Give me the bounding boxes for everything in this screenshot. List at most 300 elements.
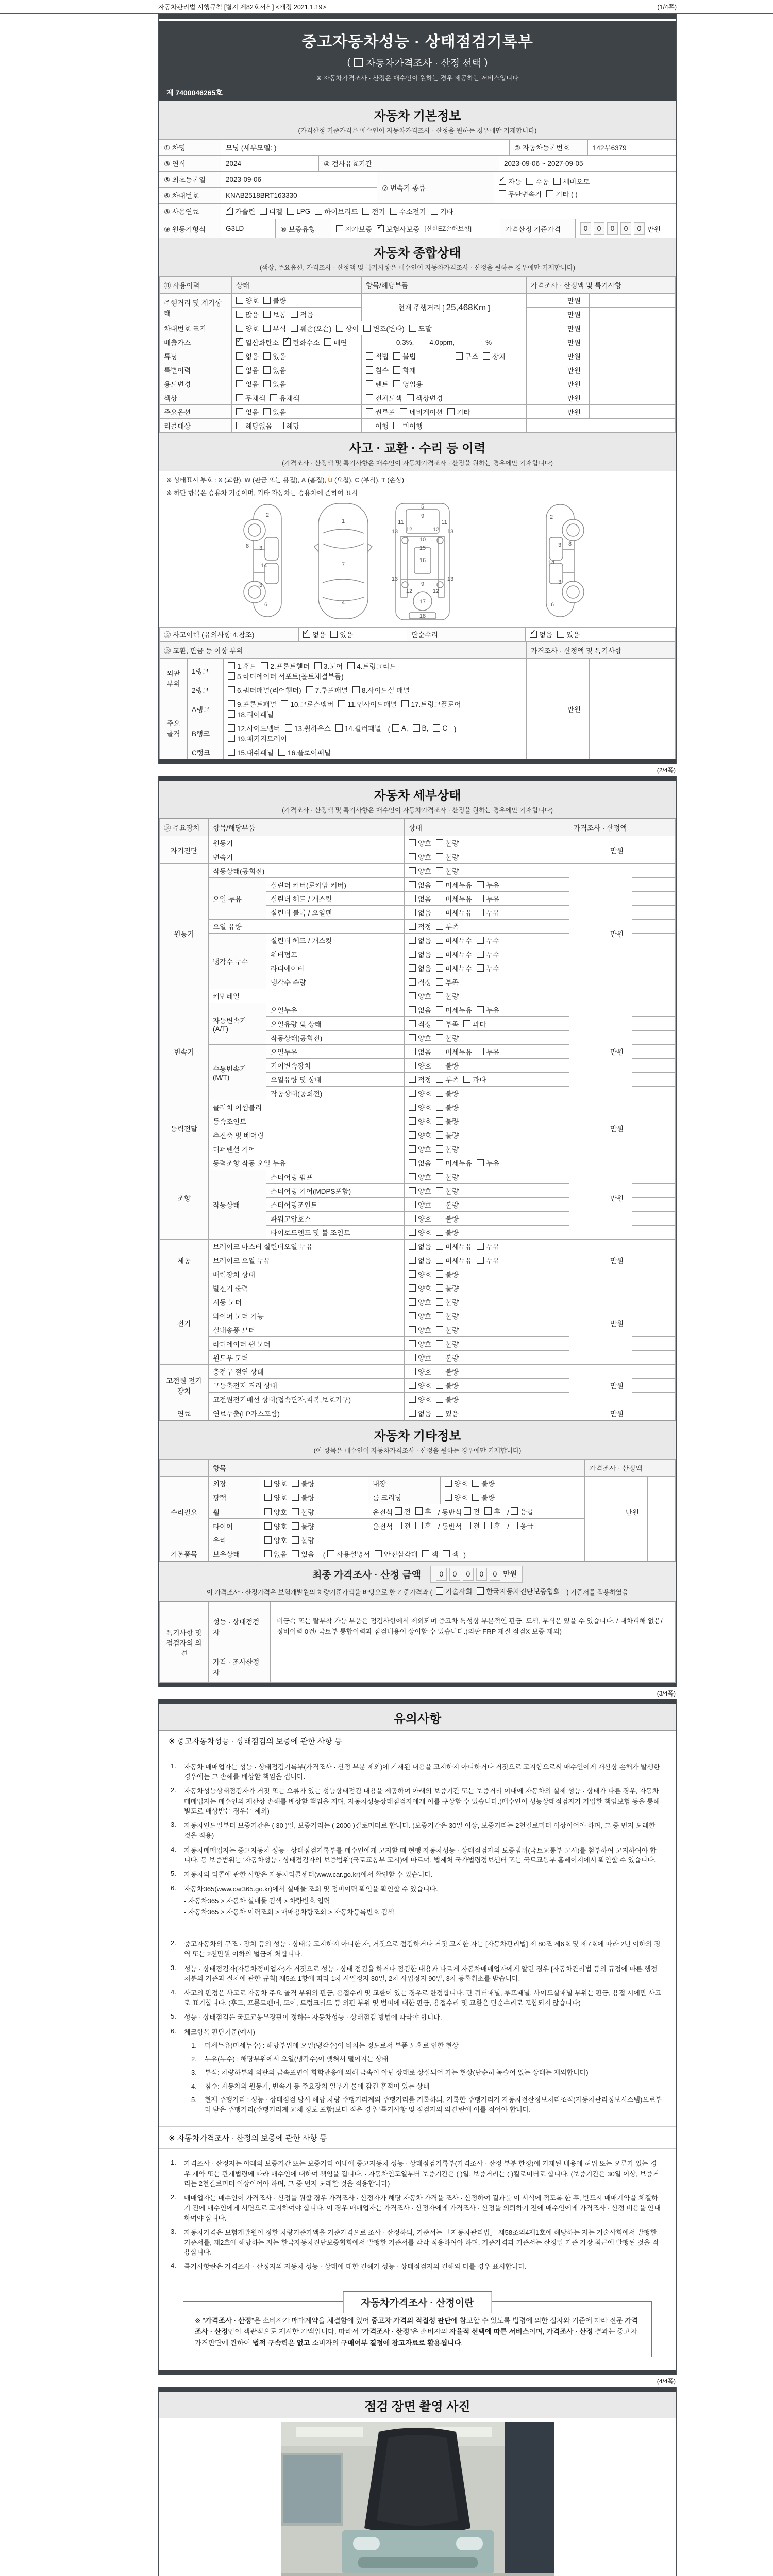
item-cell: 스티어링 기어(MDPS포함): [266, 1184, 405, 1198]
checkbox-불량[interactable]: 불량: [436, 991, 459, 1001]
checkbox-있음[interactable]: 있음: [263, 406, 286, 417]
checkbox-양호[interactable]: 양호: [264, 1521, 287, 1531]
note-cell[interactable]: [632, 1003, 676, 1017]
note-cell[interactable]: [632, 1031, 676, 1045]
checkbox-누유[interactable]: 누유: [477, 1158, 499, 1168]
checkbox-19-패키지트레이[interactable]: 19.패키지트레이: [228, 733, 287, 743]
checkbox-기타[interactable]: 기타 ( ): [546, 189, 578, 199]
checkbox-15-대쉬패널[interactable]: 15.대쉬패널: [228, 747, 274, 757]
checkbox-17-트렁크플로어[interactable]: 17.트렁크플로어: [401, 699, 461, 709]
checkbox-전[interactable]: 전: [395, 1506, 411, 1516]
checkbox-적정[interactable]: 적정: [409, 1019, 431, 1029]
note-cell[interactable]: [632, 1184, 676, 1198]
checkbox-양호[interactable]: 양호: [409, 991, 431, 1001]
checkbox-적정[interactable]: 적정: [409, 921, 431, 931]
checkbox-전[interactable]: 전: [464, 1506, 480, 1516]
checkbox-양호[interactable]: 양호: [409, 1338, 431, 1349]
group-price: 만원: [569, 836, 632, 864]
checkbox-없음[interactable]: 없음: [409, 1005, 431, 1015]
checkbox-수소전기[interactable]: 수소전기: [390, 206, 426, 216]
checkbox-과다[interactable]: 과다: [463, 1074, 486, 1084]
note-cell[interactable]: [632, 920, 676, 934]
checkbox-양호[interactable]: 양호: [409, 1352, 431, 1363]
checkbox-불량[interactable]: 불량: [292, 1535, 314, 1545]
checkbox-없음[interactable]: ✓ 없음: [303, 629, 326, 639]
checkbox-화재[interactable]: 화재: [393, 365, 416, 375]
checkbox-누유[interactable]: 누유: [477, 879, 499, 890]
checkbox-불량[interactable]: 불량: [436, 1032, 459, 1043]
note-cell[interactable]: [632, 934, 676, 947]
checkbox-양호[interactable]: 양호: [409, 1394, 431, 1404]
checkbox-있음[interactable]: 있음: [436, 1408, 459, 1418]
checkbox-불량[interactable]: 불량: [436, 1352, 459, 1363]
item-cell: 오일 유량: [209, 920, 405, 934]
accident-history-label: ⑫ 사고이력 (유의사항 4.참조): [160, 628, 299, 641]
checkbox-적정[interactable]: 적정: [409, 977, 431, 987]
checkbox-구조[interactable]: 구조: [456, 351, 478, 361]
checkbox-불량[interactable]: 불량: [436, 1269, 459, 1279]
checkbox-양호[interactable]: 양호: [409, 1199, 431, 1210]
checkbox-양호[interactable]: 양호: [264, 1478, 287, 1488]
checkbox-후[interactable]: 후: [415, 1506, 431, 1516]
checkbox-부족[interactable]: 부족: [436, 977, 459, 987]
device-group-연료: 연료: [160, 1406, 209, 1420]
page-marker-2: (2/4쪽): [657, 767, 676, 774]
note-cell[interactable]: [632, 864, 676, 878]
checkbox-자동[interactable]: ✓ 자동: [499, 176, 522, 187]
state-cell: [405, 1003, 569, 1017]
base-price-value: 0 0 0 0 0 만원: [576, 219, 676, 238]
note-cell[interactable]: [632, 1351, 676, 1365]
checkbox-누유[interactable]: 누유: [477, 1046, 499, 1057]
checkbox-양호[interactable]: 양호: [236, 295, 259, 306]
checkbox-불량[interactable]: 불량: [436, 1227, 459, 1238]
checkbox-불량[interactable]: 불량: [436, 1102, 459, 1112]
price-digit: 0: [594, 222, 604, 235]
checkbox-불량[interactable]: 불량: [436, 1338, 459, 1349]
price-digit: 0: [463, 1568, 474, 1581]
checkbox-불량[interactable]: 불량: [292, 1506, 314, 1517]
checkbox-A[interactable]: A,: [392, 724, 408, 732]
checkbox-양호[interactable]: 양호: [409, 1032, 431, 1043]
basic-info-title: 자동차 기본정보: [374, 109, 461, 123]
checkbox-미세누유[interactable]: 미세누유: [436, 1158, 472, 1168]
checkbox-불량[interactable]: 불량: [436, 1144, 459, 1154]
checkbox-미이행[interactable]: 미이행: [393, 420, 423, 431]
checkbox-누유[interactable]: 누유: [477, 1241, 499, 1251]
checkbox-자가보증[interactable]: 자가보증: [336, 224, 372, 234]
checkbox-없음[interactable]: 없음: [236, 365, 259, 375]
checkbox-색상변경[interactable]: 색상변경: [407, 393, 443, 403]
state-cell: [405, 1128, 569, 1142]
checkbox-불량[interactable]: 불량: [436, 838, 459, 848]
checkbox-미세누유[interactable]: 미세누유: [436, 893, 472, 904]
diagram-panel-number: 11: [441, 519, 447, 526]
checkbox-누유[interactable]: 누유: [477, 907, 499, 918]
checkbox-불량[interactable]: 불량: [436, 1213, 459, 1224]
note-cell[interactable]: [590, 294, 676, 308]
checkbox-불량[interactable]: 불량: [436, 1185, 459, 1196]
checkbox-누유[interactable]: 누유: [477, 1255, 499, 1265]
checkbox-없음[interactable]: 없음: [409, 907, 431, 918]
checkbox-양호[interactable]: 양호: [409, 1297, 431, 1307]
checkbox-안전삼각대[interactable]: 안전삼각대: [375, 1549, 417, 1559]
checkbox-불량[interactable]: 불량: [436, 1116, 459, 1126]
checkbox-양호[interactable]: 양호: [409, 1172, 431, 1182]
state-cell: [405, 1073, 569, 1087]
checkbox-누수[interactable]: 누수: [477, 963, 499, 973]
note-cell[interactable]: [632, 1337, 676, 1351]
diagram-panel-number: 11: [398, 519, 404, 526]
checkbox-상이[interactable]: 상이: [336, 323, 359, 333]
checkbox-1-후드[interactable]: 1.후드: [228, 660, 256, 671]
checkbox-미세누유[interactable]: 미세누유: [436, 1255, 472, 1265]
checkbox-양호[interactable]: 양호: [409, 1227, 431, 1238]
checkbox-불량[interactable]: 불량: [436, 1130, 459, 1140]
checkbox-후[interactable]: 후: [415, 1520, 431, 1531]
checkbox-있음[interactable]: 있음: [557, 629, 580, 639]
note-cell[interactable]: [632, 1073, 676, 1087]
note-cell[interactable]: [632, 947, 676, 961]
checkbox-응급[interactable]: 응급: [511, 1506, 533, 1516]
opinion-table: [159, 1602, 676, 1683]
checkbox-불량[interactable]: 불량: [436, 1297, 459, 1307]
checkbox-무채색[interactable]: 무채색: [236, 393, 265, 403]
note-cell[interactable]: [632, 1059, 676, 1073]
diagram-panel-number: 15: [419, 545, 426, 551]
checkbox-보통[interactable]: 보통: [263, 309, 286, 319]
note-cell[interactable]: [632, 1100, 676, 1114]
checkbox-불량[interactable]: 불량: [436, 1199, 459, 1210]
checkbox-불량[interactable]: 불량: [292, 1521, 314, 1531]
checkbox-적정[interactable]: 적정: [409, 1074, 431, 1084]
state-cell: [405, 1281, 569, 1295]
checkbox-렌트[interactable]: 렌트: [366, 379, 389, 389]
checkbox-없음[interactable]: 없음: [236, 406, 259, 417]
mileage-value: 25,468Km: [446, 302, 486, 312]
checkbox-양호[interactable]: 양호: [409, 1283, 431, 1293]
checkbox-양호[interactable]: 양호: [409, 1213, 431, 1224]
checkbox-양호[interactable]: 양호: [409, 1060, 431, 1071]
checkbox-사용설명서[interactable]: 사용설명서: [327, 1549, 370, 1559]
checkbox-불량[interactable]: 불량: [472, 1492, 495, 1502]
checkbox-없음[interactable]: 없음: [409, 1255, 431, 1265]
checkbox-불량[interactable]: 불량: [436, 1366, 459, 1377]
checkbox-10-크로스멤버[interactable]: 10.크로스멤버: [281, 699, 333, 709]
checkbox-불량[interactable]: 불량: [436, 1311, 459, 1321]
checkbox-양호[interactable]: 양호: [409, 1325, 431, 1335]
note-cell[interactable]: [632, 1309, 676, 1323]
checkbox-응급[interactable]: 응급: [511, 1520, 533, 1531]
checkbox-불량[interactable]: 불량: [436, 1060, 459, 1071]
checkbox-없음[interactable]: 없음: [236, 379, 259, 389]
final-price-band: [159, 1561, 676, 1602]
checkbox-도말[interactable]: 도말: [409, 323, 432, 333]
note-cell[interactable]: [632, 1198, 676, 1212]
rank-name: 2랭크: [188, 683, 224, 697]
checkbox-네비게이션[interactable]: 네비게이션: [400, 406, 443, 417]
checkbox-영업용[interactable]: 영업용: [393, 379, 423, 389]
accident-title: 사고 · 교환 · 수리 등 이력: [349, 442, 486, 455]
page-marker-3: (3/4쪽): [657, 1690, 676, 1697]
checkbox-양호[interactable]: 양호: [409, 838, 431, 848]
price-digit: 0: [580, 222, 591, 235]
checkbox-없음[interactable]: 없음: [409, 879, 431, 890]
checkbox-가솔린[interactable]: ✓ 가솔린: [226, 206, 255, 216]
checkbox-미세누수[interactable]: 미세누수: [436, 963, 472, 973]
checkbox-없음[interactable]: 없음: [409, 1241, 431, 1251]
checkbox-후[interactable]: 후: [484, 1506, 500, 1516]
checkbox-미세누유[interactable]: 미세누유: [436, 907, 472, 918]
note-cell[interactable]: [632, 906, 676, 920]
checkbox-7-루프패널[interactable]: 7.루프패널: [306, 685, 348, 695]
note-cell[interactable]: [632, 1226, 676, 1240]
checkbox-없음[interactable]: 없음: [409, 1158, 431, 1168]
checkbox-불량[interactable]: 불량: [436, 1325, 459, 1335]
checkbox-11-인사이드패널[interactable]: 11.인사이드패널: [338, 699, 397, 709]
note-cell[interactable]: [632, 1406, 676, 1420]
checkbox-B[interactable]: B,: [413, 724, 429, 732]
tuning-label: 튜닝: [160, 349, 232, 363]
checkbox-LPG[interactable]: LPG: [287, 208, 310, 215]
checkbox-3-도어[interactable]: 3.도어: [314, 660, 343, 671]
checkbox-미세누수[interactable]: 미세누수: [436, 935, 472, 945]
checkbox-양호[interactable]: 양호: [409, 1130, 431, 1140]
note-cell[interactable]: [632, 1128, 676, 1142]
checkbox-양호[interactable]: 양호: [409, 1366, 431, 1377]
checkbox-있음[interactable]: 있음: [263, 351, 286, 361]
checkbox-없음[interactable]: 없음: [409, 1046, 431, 1057]
page3-block: [158, 1699, 677, 2375]
checkbox-부족[interactable]: 부족: [436, 1019, 459, 1029]
note-cell[interactable]: [632, 1379, 676, 1393]
note-cell[interactable]: [632, 961, 676, 975]
note-cell[interactable]: [632, 892, 676, 906]
note-cell[interactable]: [632, 1295, 676, 1309]
checkbox-없음[interactable]: 없음: [236, 351, 259, 361]
checkbox-불량[interactable]: 불량: [436, 866, 459, 876]
checkbox-잭[interactable]: 잭: [422, 1549, 438, 1559]
note-cell[interactable]: [632, 975, 676, 989]
checkbox-누유[interactable]: 누유: [477, 1005, 499, 1015]
checkbox-양호[interactable]: 양호: [409, 866, 431, 876]
checkbox-없음[interactable]: ✓ 없음: [530, 629, 552, 639]
checkbox-전기[interactable]: 전기: [362, 206, 385, 216]
group-price: 만원: [569, 1100, 632, 1156]
checkbox-이행[interactable]: 이행: [366, 420, 389, 431]
note-cell[interactable]: [632, 1365, 676, 1379]
checkbox-일산화탄소[interactable]: ✓ 일산화탄소: [236, 337, 279, 347]
checkbox-미세누유[interactable]: 미세누유: [436, 1005, 472, 1015]
checkbox-한국자동차진단보증협회[interactable]: 한국자동차진단보증협회: [477, 1586, 560, 1596]
overall-cond-table: ⑪ 사용이력 상태 항목/해당부품 가격조사 · 산정액 및 특기사항 주행거리 및 계기상태 양호 불량 현재 주행거리 [ 25,468Km ] 만원 많음 보통 적음 만원 차대번호 표기 양호 부식 훼손(오손) 상이 변조(변타) 도말 만원 배출가스 ✓ 일산화탄소 ✓ 탄화수소 매연 0.3%, 4.0ppm, % 만원 튜닝 없음 있음 적법 불법 구조 장치 만원 특별이력 없음 있음 침수 화재 만원 용도변경 없음 있음 렌트 영업용 만원 색상 무채색 유채색 전체도색 색상변경 만원 주요옵션 없음 있음 썬루프 네비게이션 기타 만원 리콜대상 해당없음 해당 이행 미이행: [159, 276, 676, 433]
checkbox-13-휠하우스[interactable]: 13.휠하우스: [285, 723, 331, 733]
checkbox-양호[interactable]: 양호: [409, 1185, 431, 1196]
checkbox-잭[interactable]: 잭: [443, 1549, 459, 1559]
diagram-panel-number: 14: [548, 560, 555, 566]
note-cell[interactable]: [632, 836, 676, 850]
note-cell[interactable]: [632, 1393, 676, 1406]
note-cell[interactable]: [632, 1267, 676, 1281]
checkbox-있음[interactable]: 있음: [263, 365, 286, 375]
checkbox-무단변속기[interactable]: 무단변속기: [499, 189, 542, 199]
checkbox-없음[interactable]: 없음: [264, 1549, 287, 1559]
checkbox-디젤[interactable]: 디젤: [260, 206, 282, 216]
transmission-options-1: [499, 176, 594, 187]
checkbox-적법[interactable]: 적법: [366, 351, 389, 361]
checkbox-9-프론트패널[interactable]: 9.프론트패널: [228, 699, 276, 709]
checkbox-많음[interactable]: 많음: [236, 309, 259, 319]
diagram-panel-number: 2: [549, 514, 553, 520]
checkbox-보험사보증[interactable]: ✓ 보험사보증: [377, 224, 419, 234]
checkbox-누수[interactable]: 누수: [477, 935, 499, 945]
vin-mark-label: 차대번호 표기: [160, 321, 232, 335]
checkbox-기타[interactable]: 기타: [431, 206, 453, 216]
checkbox-있음[interactable]: 있음: [263, 379, 286, 389]
checkbox-양호[interactable]: 양호: [409, 1311, 431, 1321]
checkbox-불량[interactable]: 불량: [436, 1088, 459, 1098]
note-cell[interactable]: [632, 1142, 676, 1156]
note-cell[interactable]: [632, 989, 676, 1003]
note-cell[interactable]: [632, 1017, 676, 1031]
checkbox-하이브리드[interactable]: 하이브리드: [315, 206, 358, 216]
checkbox-12-사이드멤버[interactable]: 12.사이드멤버: [228, 723, 280, 733]
checkbox-16-플로어패널[interactable]: 16.플로어패널: [278, 747, 331, 757]
checkbox-없음[interactable]: 없음: [409, 893, 431, 904]
checkbox-누유[interactable]: 누유: [477, 893, 499, 904]
checkbox-있음[interactable]: 있음: [330, 629, 353, 639]
checkbox-불량[interactable]: 불량: [292, 1492, 314, 1502]
checkbox-양호[interactable]: 양호: [264, 1535, 287, 1545]
checkbox-양호[interactable]: 양호: [409, 1116, 431, 1126]
note-cell[interactable]: [632, 1323, 676, 1337]
fuel-label: ⑧ 사용연료: [159, 204, 221, 219]
checkbox-변조-변타[interactable]: 변조(변타): [363, 323, 404, 333]
note-cell[interactable]: [632, 1281, 676, 1295]
checkbox-전[interactable]: 전: [464, 1520, 480, 1531]
checkbox-부식[interactable]: 부식: [263, 323, 286, 333]
checkbox-없음[interactable]: 없음: [409, 949, 431, 959]
note-cell[interactable]: [632, 1253, 676, 1267]
checkbox-불량[interactable]: 불량: [436, 852, 459, 862]
notice-item: 2. 중고자동차의 구조 · 장치 등의 성능 · 상태를 고지하지 아니한 자, 거짓으로 점검하거나 거짓 고지한 자는 [자동차관리법] 제 80조 제6호 및 제7호에 따라 2년 이하의 징역 또는 2천만원 이하의 벌금에 처합니다.: [171, 1939, 661, 1958]
checkbox-18-리어패널[interactable]: 18.리어패널: [228, 709, 274, 719]
checkbox-세미오토[interactable]: 세미오토: [553, 176, 590, 187]
checkbox-과다[interactable]: 과다: [463, 1019, 486, 1029]
checkbox-부족[interactable]: 부족: [436, 1074, 459, 1084]
checkbox-있음[interactable]: 있음: [292, 1549, 314, 1559]
checkbox-기술사회[interactable]: 기술사회: [436, 1586, 472, 1596]
rank-parts: [224, 745, 527, 759]
frame-group-label: 주요 골격: [160, 697, 188, 759]
checkbox-4-트렁크리드[interactable]: 4.트렁크리드: [347, 660, 396, 671]
checkbox-없음[interactable]: 없음: [409, 1408, 431, 1418]
checkbox-기타[interactable]: 기타: [447, 406, 470, 417]
checkbox-C[interactable]: C: [433, 724, 447, 732]
checkbox-썬루프[interactable]: 썬루프: [366, 406, 395, 417]
state-cell: [405, 1170, 569, 1184]
checkbox-양호[interactable]: 양호: [264, 1506, 287, 1517]
checkbox-양호[interactable]: 양호: [409, 1380, 431, 1391]
checkbox-미세누유[interactable]: 미세누유: [436, 879, 472, 890]
checkbox-전[interactable]: 전: [395, 1520, 411, 1531]
checkbox-탄화수소[interactable]: ✓ 탄화수소: [283, 337, 320, 347]
checkbox-불량[interactable]: 불량: [436, 1172, 459, 1182]
checkbox-전체도색[interactable]: 전체도색: [366, 393, 402, 403]
checkbox-수동[interactable]: 수동: [526, 176, 549, 187]
checkbox-양호[interactable]: 양호: [409, 1088, 431, 1098]
note-cell[interactable]: [632, 1045, 676, 1059]
checkbox-5-라디에이터-서포트-볼트체결부품[interactable]: 5.라디에이터 서포트(볼트체결부품): [228, 671, 344, 681]
checkbox-해당없음[interactable]: 해당없음: [236, 420, 272, 431]
checkbox-미세누유[interactable]: 미세누유: [436, 1241, 472, 1251]
checkbox-누수[interactable]: 누수: [477, 949, 499, 959]
note-cell[interactable]: [632, 1170, 676, 1184]
checkbox-불량[interactable]: 불량: [436, 1283, 459, 1293]
checkbox-미세누수[interactable]: 미세누수: [436, 949, 472, 959]
note-cell[interactable]: [632, 1114, 676, 1128]
checkbox-불량[interactable]: 불량: [263, 295, 286, 306]
opinion-text: [271, 1651, 676, 1683]
checkbox-14-필러패널[interactable]: 14.필러패널: [335, 723, 381, 733]
note-cell[interactable]: [632, 850, 676, 864]
checkbox-없음[interactable]: 없음: [409, 963, 431, 973]
checkbox-장치[interactable]: 장치: [483, 351, 506, 361]
checkbox-유채색[interactable]: 유채색: [270, 393, 299, 403]
note-cell[interactable]: [632, 878, 676, 892]
checkbox-적음[interactable]: 적음: [291, 309, 313, 319]
checkbox-불량[interactable]: 불량: [436, 1380, 459, 1391]
checkbox-양호[interactable]: 양호: [409, 1269, 431, 1279]
checkbox-부족[interactable]: 부족: [436, 921, 459, 931]
note-cell[interactable]: [632, 1240, 676, 1253]
item-cell: 브레이크 마스터 실린더오일 누유: [209, 1240, 405, 1253]
checkbox-미세누유[interactable]: 미세누유: [436, 1046, 472, 1057]
note-cell[interactable]: [632, 1087, 676, 1100]
checkbox-불량[interactable]: 불량: [472, 1478, 495, 1488]
other-title: 자동차 기타정보: [374, 1429, 461, 1443]
checkbox-양호[interactable]: 양호: [236, 323, 259, 333]
checkbox-침수[interactable]: 침수: [366, 365, 389, 375]
checkbox-2-프론트휀더[interactable]: 2.프론트휀더: [261, 660, 309, 671]
checkbox-매연[interactable]: 매연: [324, 337, 347, 347]
note-cell[interactable]: [632, 1212, 676, 1226]
checkbox-양호[interactable]: 양호: [445, 1492, 467, 1502]
checkbox-8-사이드실-패널[interactable]: 8.사이드실 패널: [352, 685, 410, 695]
checkbox-훼손-오손[interactable]: 훼손(오손): [291, 323, 331, 333]
checkbox-양호[interactable]: 양호: [264, 1492, 287, 1502]
detail-table: [159, 819, 676, 1420]
checkbox-양호[interactable]: 양호: [409, 1102, 431, 1112]
item-cell: 실린더 헤드 / 개스킷: [266, 892, 405, 906]
checkbox-불법[interactable]: 불법: [393, 351, 416, 361]
col-price: 가격조사 · 산정액 및 특기사항: [527, 277, 676, 294]
checkbox-후[interactable]: 후: [484, 1520, 500, 1531]
rank-note[interactable]: [590, 659, 676, 759]
checkbox-불량[interactable]: 불량: [436, 1394, 459, 1404]
checkbox-양호[interactable]: 양호: [445, 1478, 467, 1488]
checkbox-불량[interactable]: 불량: [292, 1478, 314, 1488]
price-survey-checkbox[interactable]: [354, 58, 363, 67]
checkbox-양호[interactable]: 양호: [409, 852, 431, 862]
car-damage-diagram: [159, 497, 676, 627]
checkbox-양호[interactable]: 양호: [409, 1144, 431, 1154]
diagram-panel-number: 12: [406, 527, 413, 533]
checkbox-없음[interactable]: 없음: [409, 935, 431, 945]
checkbox-6-쿼터패널-리어휀더[interactable]: 6.쿼터패널(리어휀더): [228, 685, 301, 695]
checkbox-해당[interactable]: 해당: [277, 420, 299, 431]
note-cell[interactable]: [632, 1156, 676, 1170]
